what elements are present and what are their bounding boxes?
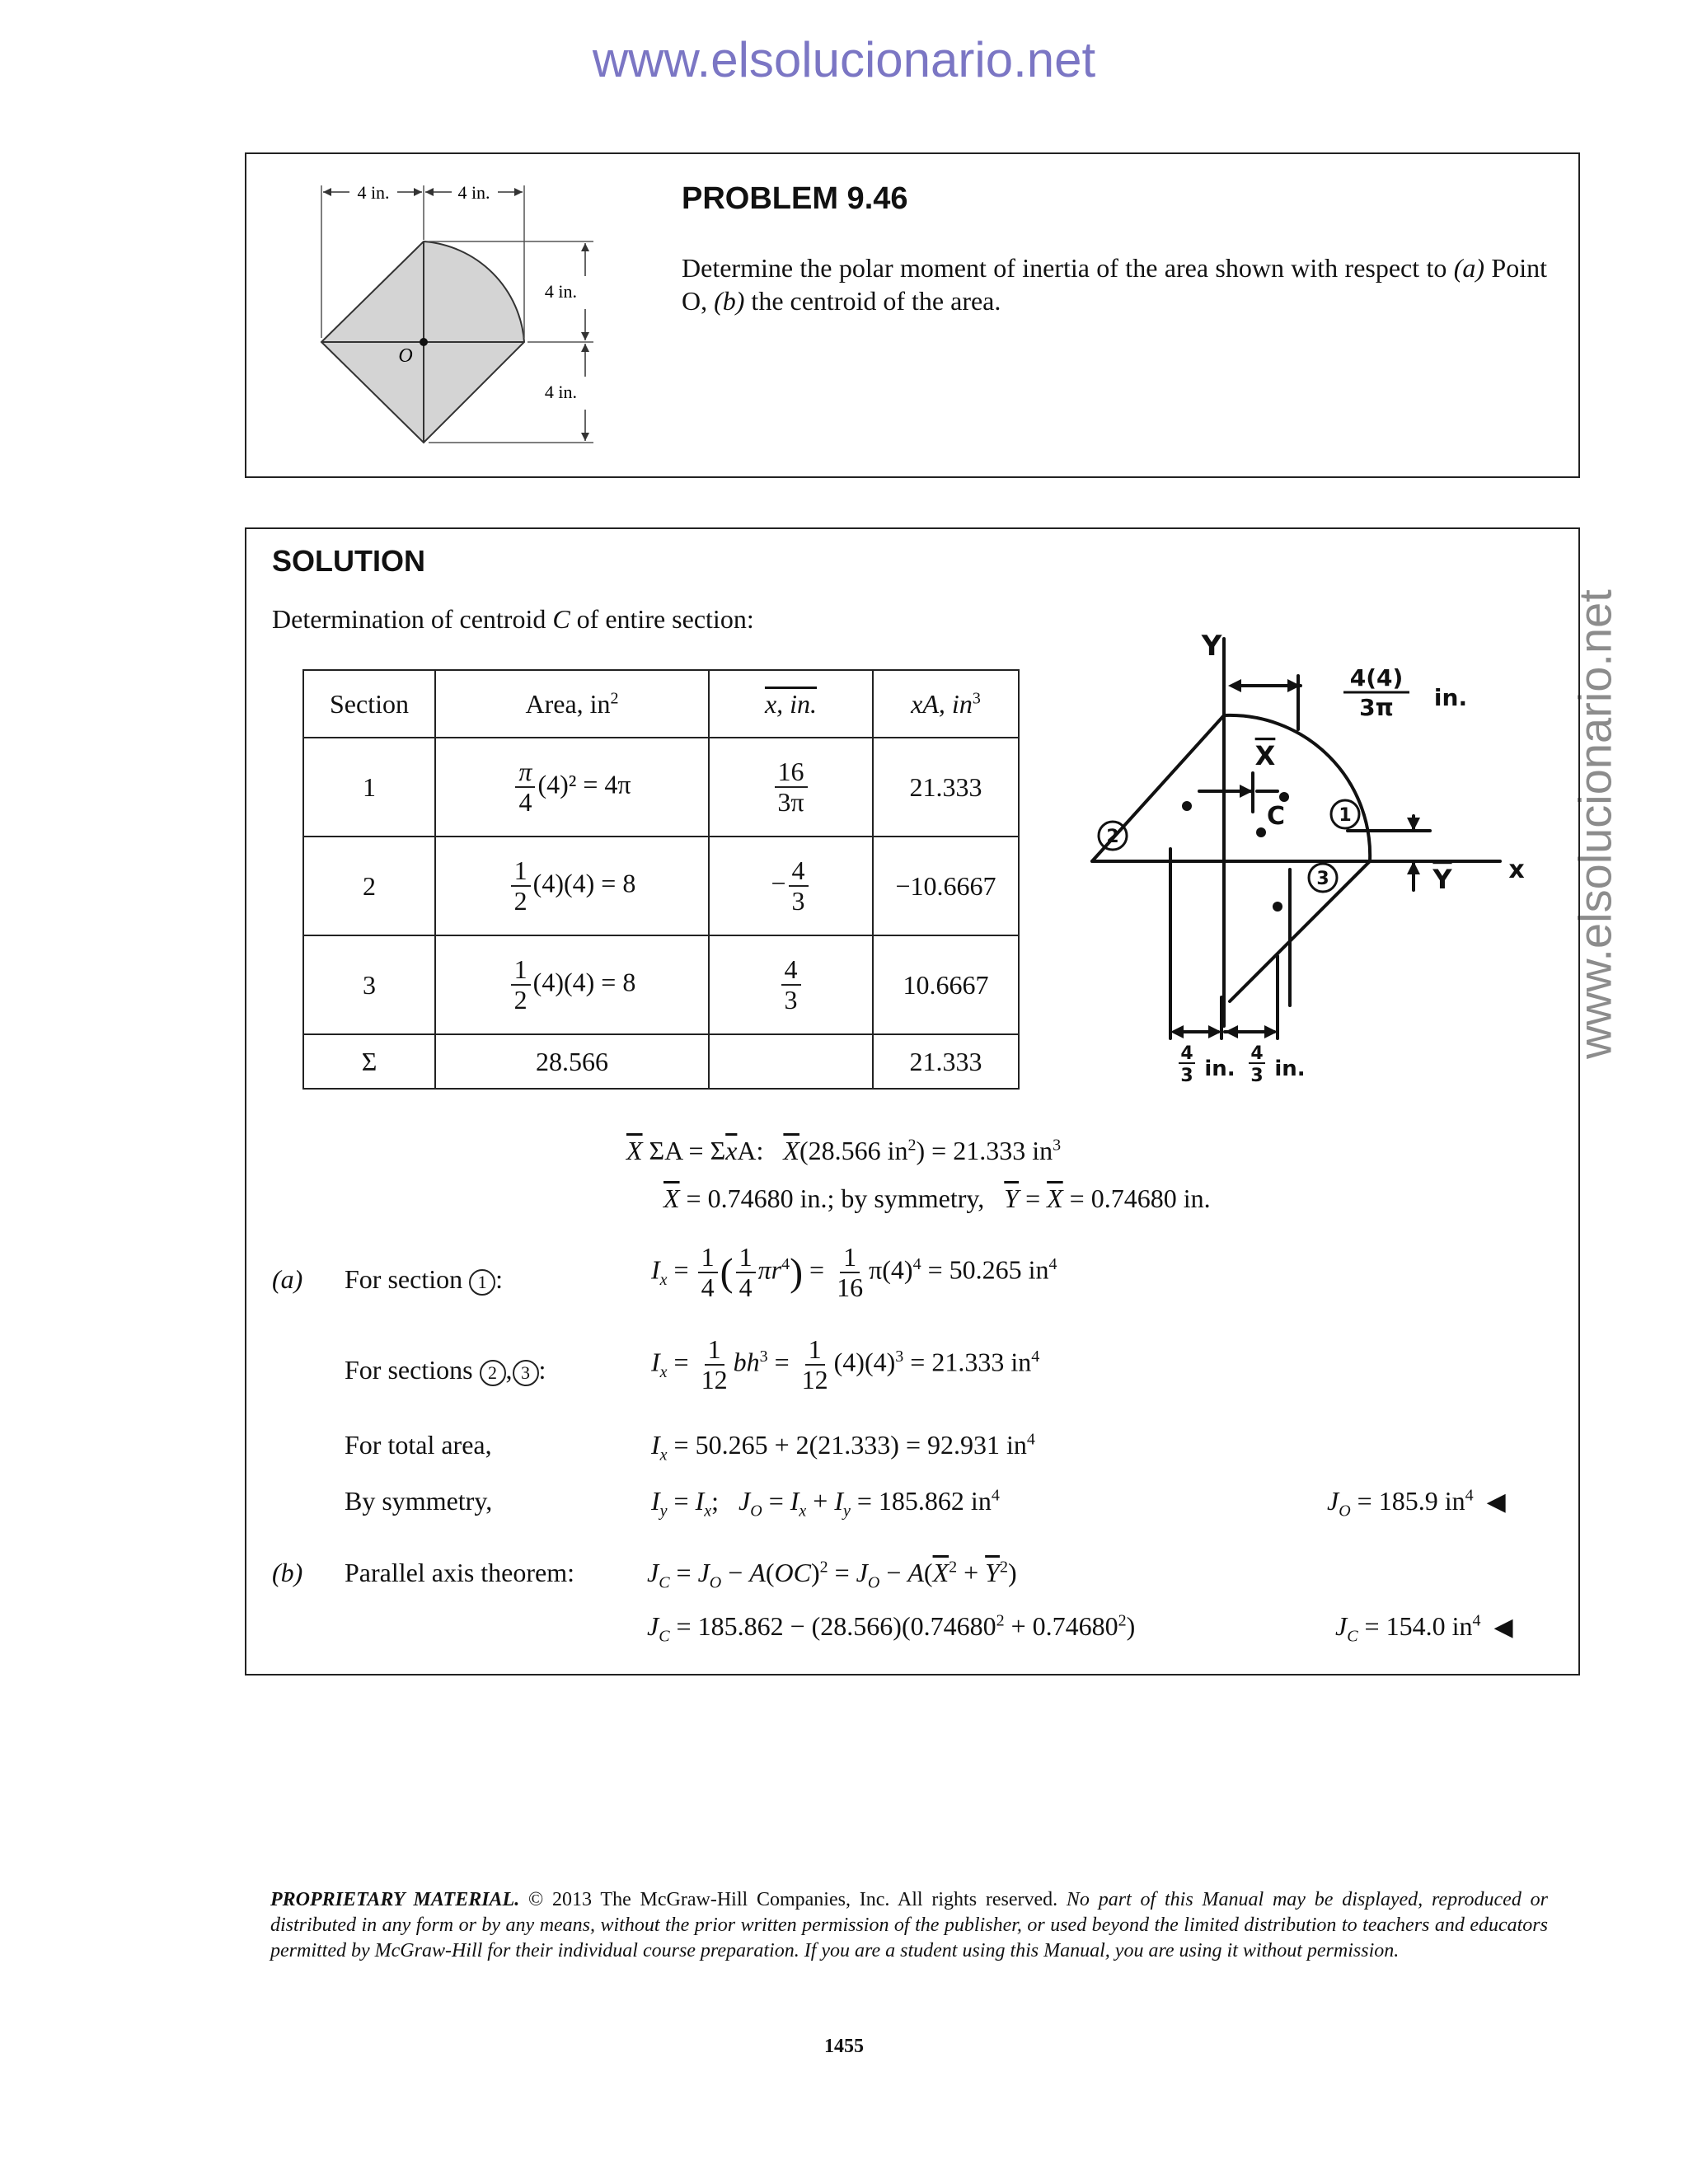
answer-a: $J_O = 185.9$ $in^4$ ◀ xyxy=(1327,1486,1506,1521)
point-o-label: O xyxy=(398,345,413,367)
solution-title: SOLUTION xyxy=(272,544,425,578)
header-area: Area, $in^2$ xyxy=(435,670,709,738)
row1-xa: 21.333 xyxy=(873,738,1019,837)
watermark-side[interactable]: www.elsolucionario.net xyxy=(1568,589,1621,1059)
solution-sketch xyxy=(1080,626,1558,1104)
section-3-label: 3 xyxy=(1316,869,1329,889)
problem-text-prefix: Determine the polar moment of inertia of the area shown with respect to xyxy=(682,253,1447,283)
eq-section1: $I_x$ = $\frac{1}{4}$ ( $\frac{1}{4}$ $\pi r^4$) = $\frac{1}{16}$ $\pi(4)^4 = 50.265$ $in^4$ xyxy=(651,1242,1057,1303)
sections23-label: For sections 2 , 3 : xyxy=(345,1355,546,1385)
row3-xa: 10.6667 xyxy=(873,935,1019,1034)
total-area-label: For total area, xyxy=(345,1430,492,1460)
sum-x-empty xyxy=(709,1034,873,1089)
sum-label: Σ xyxy=(303,1034,435,1089)
sketch-outline xyxy=(1092,715,1370,1001)
row1-area: $\frac{\pi}{4}$ (4)² = 4π xyxy=(435,738,709,837)
ybar-label: Y xyxy=(1432,864,1452,895)
watermark-top[interactable]: www.elsolucionario.net xyxy=(592,32,1096,87)
eq-jc-value: $J_C = 185.862 - (28.566)(0.74680^2 + 0.74680^2)$ xyxy=(647,1611,1136,1646)
dim-top-left: 4 in. xyxy=(357,182,390,203)
table-row xyxy=(303,935,1019,1034)
table-sum-row xyxy=(303,1034,1019,1089)
part-b-text: the centroid of the area. xyxy=(744,286,1001,316)
row2-xa: −10.6667 xyxy=(873,837,1019,935)
section-2-label: 2 xyxy=(1106,827,1119,847)
part-a-label: (a) xyxy=(272,1264,303,1294)
heading-var: C xyxy=(552,604,570,634)
sum-xa: 21.333 xyxy=(873,1034,1019,1089)
eq-parallel-axis: $J_C = J_O - A(OC)^2 = J_O - A(\overline{X}^2 + \overline{Y}^2)$ xyxy=(647,1558,1017,1592)
centroid-heading xyxy=(272,604,754,635)
dim-top-unit: in. xyxy=(1433,684,1468,711)
copyright-notice: PROPRIETARY MATERIAL. © 2013 The McGraw-Hill Companies, Inc. All rights reserved. No part of this Manual may be displayed, reproduced or distributed in any form or by any means, without the prior written permission of the publisher, or used beyond the limited distribution to teachers and educators permitted by McGraw-Hill for their individual course preparation. If you are a student using this Manual, you are using it without permission. xyxy=(270,1889,1548,1961)
header-section: Section xyxy=(303,670,435,738)
centroid-dot-1 xyxy=(1279,792,1289,802)
dim-bottom-left: in. xyxy=(1204,1057,1236,1081)
frac-den-left: 3 xyxy=(1180,1066,1193,1086)
centroid-dot-2 xyxy=(1182,801,1192,811)
header-x: x, in. xyxy=(709,670,873,738)
frac-num-right: 4 xyxy=(1250,1043,1264,1064)
frac-den-right: 3 xyxy=(1250,1066,1264,1086)
dim-right-lower: 4 in. xyxy=(544,382,577,402)
row1-section: 1 xyxy=(303,738,435,837)
section1-label: For section 1 : xyxy=(345,1264,503,1294)
page-number: 1455 xyxy=(824,2036,864,2057)
eq-centroid-value: $\overline{X} = 0.74680$ in.; by symmetry, $\overline{Y} = \overline{X} = 0.74680$ in. xyxy=(663,1183,1211,1213)
row2-area: $\frac{1}{2}$ (4)(4) = 8 xyxy=(435,837,709,935)
dim-bottom-right: in. xyxy=(1274,1057,1306,1081)
xbar-label: X xyxy=(1254,740,1276,771)
row3-section: 3 xyxy=(303,935,435,1034)
table-row xyxy=(303,738,1019,837)
y-axis-label: Y xyxy=(1201,630,1222,663)
dim-right-upper: 4 in. xyxy=(544,281,577,302)
answer-marker-icon: ◀ xyxy=(1493,1614,1513,1641)
eq-centroid-sum: $\overline{X}$ $\Sigma A = \Sigma\overline{x}A$: $\overline{X}(28.566$ $in^2) = 21.333$ $in^3$ xyxy=(626,1136,1062,1165)
heading-prefix: Determination of centroid xyxy=(272,604,553,634)
frac-num-left: 4 xyxy=(1180,1043,1193,1064)
centroid-dot-3 xyxy=(1273,902,1282,912)
section-1-label: 1 xyxy=(1339,805,1352,826)
part-b-label: (b) xyxy=(272,1558,303,1587)
x-axis-label: x xyxy=(1508,855,1525,884)
point-o-marker xyxy=(420,338,428,346)
part-a-text: Point O, xyxy=(682,253,1548,316)
problem-figure xyxy=(313,169,626,466)
row3-area: $\frac{1}{2}$ (4)(4) = 8 xyxy=(435,935,709,1034)
heading-suffix: of entire section: xyxy=(570,604,754,634)
row2-section: 2 xyxy=(303,837,435,935)
centroid-dot-c xyxy=(1256,827,1266,837)
table-header-row xyxy=(303,670,1019,738)
row3-x: $\frac{4}{3}$ xyxy=(709,935,873,1034)
problem-statement xyxy=(682,251,1547,317)
answer-marker-icon: ◀ xyxy=(1486,1488,1506,1516)
sum-area: 28.566 xyxy=(435,1034,709,1089)
dim-top-den: 3π xyxy=(1359,694,1394,721)
table-row xyxy=(303,837,1019,935)
eq-symmetry: $I_y = I_x$; $J_O = I_x + I_y = 185.862$ $in^4$ xyxy=(651,1486,1000,1521)
answer-b: $J_C = 154.0$ $in^4$ ◀ xyxy=(1335,1611,1513,1646)
part-b-label: (b) xyxy=(714,286,745,316)
eq-total: $I_x = 50.265 + 2(21.333) = 92.931$ $in^4$ xyxy=(651,1430,1035,1465)
dim-top-num: 4(4) xyxy=(1349,664,1404,691)
header-xa: xA, $in^3$ xyxy=(873,670,1019,738)
part-a-label: (a) xyxy=(1453,253,1485,283)
symmetry-label: By symmetry, xyxy=(345,1486,493,1516)
eq-sections23: $I_x$ = $\frac{1}{12}$ $bh^3$ = $\frac{1}{12}$ $(4)(4)^3 = 21.333$ $in^4$ xyxy=(651,1334,1040,1395)
row1-x: $\frac{16}{3\pi}$ xyxy=(709,738,873,837)
row2-x: − $\frac{4}{3}$ xyxy=(709,837,873,935)
c-label: C xyxy=(1266,802,1286,831)
problem-title: PROBLEM 9.46 xyxy=(682,181,908,216)
parallel-axis-label: Parallel axis theorem: xyxy=(345,1558,575,1587)
dim-top-right: 4 in. xyxy=(457,182,490,203)
centroid-table xyxy=(302,669,1020,1090)
